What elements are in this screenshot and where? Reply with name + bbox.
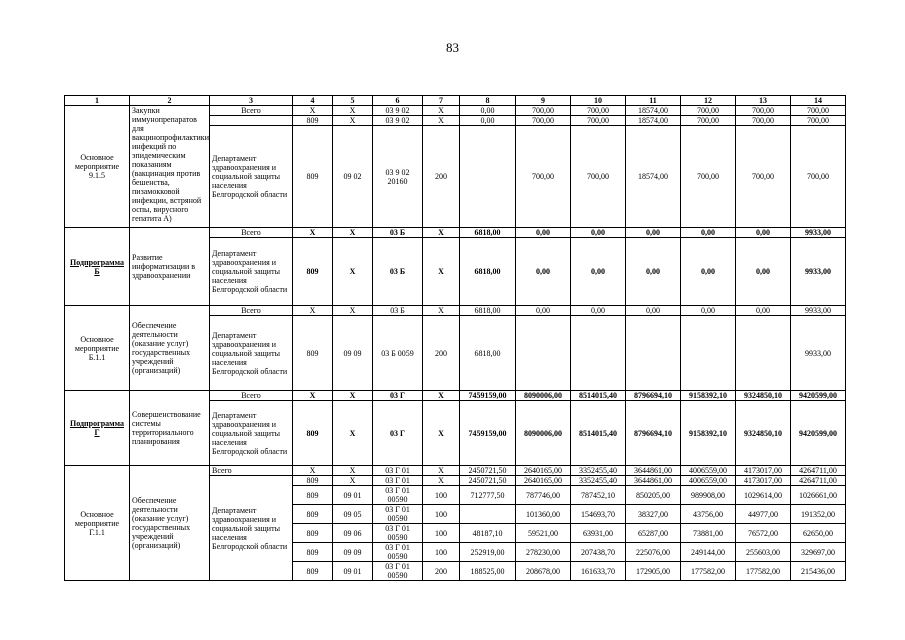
- table-row: [65, 391, 846, 401]
- table-cell: 188525,00: [460, 562, 516, 581]
- table-row: [65, 106, 846, 116]
- table-cell: 0,00: [681, 238, 736, 306]
- row-name-cell: Обеспечение деятельности (оказание услуг) государственных учреждений (организаций): [130, 306, 210, 391]
- table-cell: 700,00: [571, 126, 626, 228]
- table-cell: 255603,00: [736, 543, 791, 562]
- table-cell: Х: [293, 228, 333, 238]
- table-cell: 809: [293, 316, 333, 391]
- table-cell: 809: [293, 562, 333, 581]
- table-cell: 03 Б 0059: [373, 316, 423, 391]
- table-cell: 03 9 02: [373, 106, 423, 116]
- table-cell: 4264711,00: [791, 466, 846, 476]
- table-cell: 09 01: [333, 486, 373, 505]
- table-cell: 0,00: [626, 228, 681, 238]
- table-cell: 03 Г 01 00590: [373, 524, 423, 543]
- table-cell: 700,00: [791, 106, 846, 116]
- table-cell: Х: [423, 466, 460, 476]
- header-cell: 3: [210, 96, 293, 106]
- table-cell: 8514015,40: [571, 401, 626, 466]
- table-cell: 0,00: [516, 228, 571, 238]
- table-cell: 787746,00: [516, 486, 571, 505]
- table-cell: [460, 505, 516, 524]
- table-cell: 809: [293, 524, 333, 543]
- table-cell: Х: [423, 238, 460, 306]
- table-cell: 177582,00: [681, 562, 736, 581]
- table-cell: Х: [423, 116, 460, 126]
- table-cell: 6818,00: [460, 228, 516, 238]
- table-row: [65, 466, 846, 476]
- table-cell: 101360,00: [516, 505, 571, 524]
- header-row: [65, 96, 846, 106]
- table-cell: 0,00: [736, 238, 791, 306]
- level-label: Подпрограмма Г: [69, 419, 125, 437]
- row-name-cell: Обеспечение деятельности (оказание услуг) государственных учреждений (организаций): [130, 466, 210, 581]
- table-cell: 9420599,00: [791, 391, 846, 401]
- table-cell: 3644861,00: [626, 476, 681, 486]
- table-cell: 208678,00: [516, 562, 571, 581]
- table-cell: Х: [293, 466, 333, 476]
- table-cell: 0,00: [626, 306, 681, 316]
- table-cell: 03 Г 01: [373, 476, 423, 486]
- table-cell: Х: [293, 106, 333, 116]
- table-cell: 63931,00: [571, 524, 626, 543]
- table-cell: 0,00: [571, 228, 626, 238]
- row-level-cell: [65, 228, 130, 306]
- table-cell: 278230,00: [516, 543, 571, 562]
- table-cell: 0,00: [681, 228, 736, 238]
- table-cell: Х: [333, 476, 373, 486]
- table-cell: 700,00: [681, 126, 736, 228]
- table-cell: 2450721,50: [460, 466, 516, 476]
- table-cell: 1026661,00: [791, 486, 846, 505]
- header-cell: 7: [423, 96, 460, 106]
- responsible-cell: Всего: [210, 106, 293, 116]
- table-cell: 6818,00: [460, 316, 516, 391]
- table-cell: 0,00: [736, 228, 791, 238]
- header-cell: 5: [333, 96, 373, 106]
- table-cell: 4006559,00: [681, 476, 736, 486]
- header-cell: 4: [293, 96, 333, 106]
- table-cell: 18574,00: [626, 106, 681, 116]
- table-cell: 09 09: [333, 543, 373, 562]
- table-cell: 09 09: [333, 316, 373, 391]
- table-cell: 700,00: [736, 106, 791, 116]
- table-cell: Х: [423, 476, 460, 486]
- table-cell: 200: [423, 562, 460, 581]
- table-cell: 03 Г: [373, 401, 423, 466]
- table-cell: 03 Г 01 00590: [373, 543, 423, 562]
- table-cell: 7459159,00: [460, 401, 516, 466]
- table-cell: Х: [293, 306, 333, 316]
- header-cell: 1: [65, 96, 130, 106]
- table-cell: [626, 316, 681, 391]
- table-cell: 9420599,00: [791, 401, 846, 466]
- table-cell: 0,00: [460, 116, 516, 126]
- budget-table: [64, 95, 846, 581]
- table-cell: 6818,00: [460, 238, 516, 306]
- table-cell: 9158392,10: [681, 401, 736, 466]
- table-cell: 252919,00: [460, 543, 516, 562]
- table-cell: 4006559,00: [681, 466, 736, 476]
- table-cell: 809: [293, 126, 333, 228]
- table-cell: 809: [293, 543, 333, 562]
- table-cell: 100: [423, 524, 460, 543]
- table-cell: Х: [423, 401, 460, 466]
- table-cell: 161633,70: [571, 562, 626, 581]
- table-cell: Х: [423, 106, 460, 116]
- table-row: [65, 228, 846, 238]
- table-cell: [571, 316, 626, 391]
- table-cell: Х: [333, 228, 373, 238]
- header-cell: 13: [736, 96, 791, 106]
- table-cell: 1029614,00: [736, 486, 791, 505]
- table-cell: 43756,00: [681, 505, 736, 524]
- table-cell: 6818,00: [460, 306, 516, 316]
- table-cell: 09 05: [333, 505, 373, 524]
- table-cell: 700,00: [571, 106, 626, 116]
- table-cell: Х: [333, 238, 373, 306]
- table-cell: Х: [333, 116, 373, 126]
- table-cell: 9933,00: [791, 316, 846, 391]
- table-row: [65, 306, 846, 316]
- table-cell: 18574,00: [626, 116, 681, 126]
- table-cell: 191352,00: [791, 505, 846, 524]
- row-level-cell: Основное мероприятие Г.1.1: [65, 466, 130, 581]
- table-cell: 712777,50: [460, 486, 516, 505]
- table-cell: 200: [423, 126, 460, 228]
- table-cell: [460, 126, 516, 228]
- table-cell: 100: [423, 486, 460, 505]
- table-cell: Х: [293, 391, 333, 401]
- table-cell: 8796694,10: [626, 401, 681, 466]
- level-label: Подпрограмма Б: [69, 257, 125, 276]
- row-level-cell: Основное мероприятие 9.1.5: [65, 106, 130, 228]
- responsible-cell: Всего: [210, 466, 293, 476]
- table-cell: 0,00: [681, 306, 736, 316]
- table-cell: 700,00: [681, 116, 736, 126]
- table-cell: 4173017,00: [736, 466, 791, 476]
- header-cell: 10: [571, 96, 626, 106]
- table-cell: [736, 316, 791, 391]
- table-cell: 3352455,40: [571, 476, 626, 486]
- table-cell: 8090006,00: [516, 391, 571, 401]
- table-cell: 09 06: [333, 524, 373, 543]
- table-cell: 329697,00: [791, 543, 846, 562]
- table-cell: 700,00: [681, 106, 736, 116]
- table-cell: Х: [333, 401, 373, 466]
- table-cell: 2640165,00: [516, 466, 571, 476]
- table-cell: 03 Б: [373, 306, 423, 316]
- table-cell: 76572,00: [736, 524, 791, 543]
- row-name-cell: Развитие информатизации в здравоохранении: [130, 228, 210, 306]
- table-cell: [681, 316, 736, 391]
- table-cell: 48187,10: [460, 524, 516, 543]
- header-cell: 12: [681, 96, 736, 106]
- table-cell: Х: [333, 466, 373, 476]
- table-cell: [516, 316, 571, 391]
- table-cell: 809: [293, 505, 333, 524]
- table-cell: 809: [293, 486, 333, 505]
- header-cell: 14: [791, 96, 846, 106]
- table-cell: 4173017,00: [736, 476, 791, 486]
- table-cell: 03 Г 01 00590: [373, 562, 423, 581]
- table-cell: 03 Г 01: [373, 466, 423, 476]
- table-cell: 03 Г 01 00590: [373, 486, 423, 505]
- table-cell: 809: [293, 401, 333, 466]
- table-cell: 9324850,10: [736, 391, 791, 401]
- table-cell: 59521,00: [516, 524, 571, 543]
- table-cell: 7459159,00: [460, 391, 516, 401]
- table-cell: 03 9 02 20160: [373, 126, 423, 228]
- header-cell: 8: [460, 96, 516, 106]
- table-cell: 700,00: [736, 116, 791, 126]
- table-cell: 0,00: [736, 306, 791, 316]
- table-cell: 9933,00: [791, 228, 846, 238]
- table-cell: 809: [293, 116, 333, 126]
- header-cell: 9: [516, 96, 571, 106]
- row-name-cell: Закупки иммунопрепаратов для вакцинопрофилактики инфекций по эпидемическим показаниям (вакцинация против бешенства, пизамокковой инфекции, встряной оспы, вирусного гепатита А): [130, 106, 210, 228]
- table-cell: 0,00: [571, 238, 626, 306]
- table-cell: 03 Г: [373, 391, 423, 401]
- table-cell: 0,00: [516, 306, 571, 316]
- table-cell: 65287,00: [626, 524, 681, 543]
- responsible-cell: Департамент здравоохранения и социальной защиты населения Белгородской области: [210, 476, 293, 581]
- table-cell: 809: [293, 476, 333, 486]
- table-cell: 207438,70: [571, 543, 626, 562]
- page-number: 83: [446, 40, 459, 55]
- table-cell: 9158392,10: [681, 391, 736, 401]
- table-cell: 0,00: [571, 306, 626, 316]
- table-cell: 0,00: [460, 106, 516, 116]
- table-cell: 8796694,10: [626, 391, 681, 401]
- table-cell: 100: [423, 505, 460, 524]
- table-cell: 154693,70: [571, 505, 626, 524]
- header-cell: 2: [130, 96, 210, 106]
- table-cell: 03 9 02: [373, 116, 423, 126]
- table-cell: 8514015,40: [571, 391, 626, 401]
- responsible-cell: Департамент здравоохранения и социальной защиты населения Белгородской области: [210, 401, 293, 466]
- table-cell: Х: [333, 106, 373, 116]
- row-level-cell: Основное мероприятие Б.1.1: [65, 306, 130, 391]
- table-cell: 989908,00: [681, 486, 736, 505]
- table-cell: 700,00: [516, 116, 571, 126]
- responsible-cell: Всего: [210, 228, 293, 238]
- table-cell: 9324850,10: [736, 401, 791, 466]
- table-cell: 09 01: [333, 562, 373, 581]
- table-cell: Х: [333, 391, 373, 401]
- table-cell: 09 02: [333, 126, 373, 228]
- table-cell: 172905,00: [626, 562, 681, 581]
- table-cell: 177582,00: [736, 562, 791, 581]
- table-cell: 215436,00: [791, 562, 846, 581]
- table-cell: Х: [423, 228, 460, 238]
- table-cell: 73881,00: [681, 524, 736, 543]
- table-cell: 100: [423, 543, 460, 562]
- table-cell: 2450721,50: [460, 476, 516, 486]
- table-cell: 3644861,00: [626, 466, 681, 476]
- table-cell: 200: [423, 316, 460, 391]
- responsible-cell: Всего: [210, 306, 293, 316]
- responsible-cell: Всего: [210, 391, 293, 401]
- table-cell: 0,00: [626, 238, 681, 306]
- table-cell: 249144,00: [681, 543, 736, 562]
- table-cell: Х: [333, 306, 373, 316]
- table-cell: 700,00: [516, 106, 571, 116]
- table-cell: 9933,00: [791, 238, 846, 306]
- table-cell: 44977,00: [736, 505, 791, 524]
- table-cell: 3352455,40: [571, 466, 626, 476]
- table-cell: 700,00: [791, 126, 846, 228]
- table-cell: 850205,00: [626, 486, 681, 505]
- table-cell: Х: [423, 306, 460, 316]
- table-cell: 9933,00: [791, 306, 846, 316]
- responsible-cell: Департамент здравоохранения и социальной защиты населения Белгородской области: [210, 316, 293, 391]
- header-cell: 11: [626, 96, 681, 106]
- table-cell: 38327,00: [626, 505, 681, 524]
- header-cell: 6: [373, 96, 423, 106]
- table-cell: 2640165,00: [516, 476, 571, 486]
- table-cell: 03 Б: [373, 228, 423, 238]
- row-level-cell: [65, 391, 130, 466]
- table-cell: 700,00: [791, 116, 846, 126]
- table-cell: Х: [423, 391, 460, 401]
- responsible-cell: [210, 116, 293, 126]
- table-cell: 700,00: [736, 126, 791, 228]
- table-cell: 4264711,00: [791, 476, 846, 486]
- table-cell: 700,00: [516, 126, 571, 228]
- table-cell: 8090006,00: [516, 401, 571, 466]
- responsible-cell: Департамент здравоохранения и социальной защиты населения Белгородской области: [210, 238, 293, 306]
- table-cell: 62650,00: [791, 524, 846, 543]
- row-name-cell: Совершенствование системы территориального планирования: [130, 391, 210, 466]
- table-cell: 03 Г 01 00590: [373, 505, 423, 524]
- table-cell: 0,00: [516, 238, 571, 306]
- table-cell: 225076,00: [626, 543, 681, 562]
- table-cell: 03 Б: [373, 238, 423, 306]
- table-cell: 787452,10: [571, 486, 626, 505]
- responsible-cell: Департамент здравоохранения и социальной защиты населения Белгородской области: [210, 126, 293, 228]
- table-cell: 700,00: [571, 116, 626, 126]
- table-cell: 18574,00: [626, 126, 681, 228]
- table-cell: 809: [293, 238, 333, 306]
